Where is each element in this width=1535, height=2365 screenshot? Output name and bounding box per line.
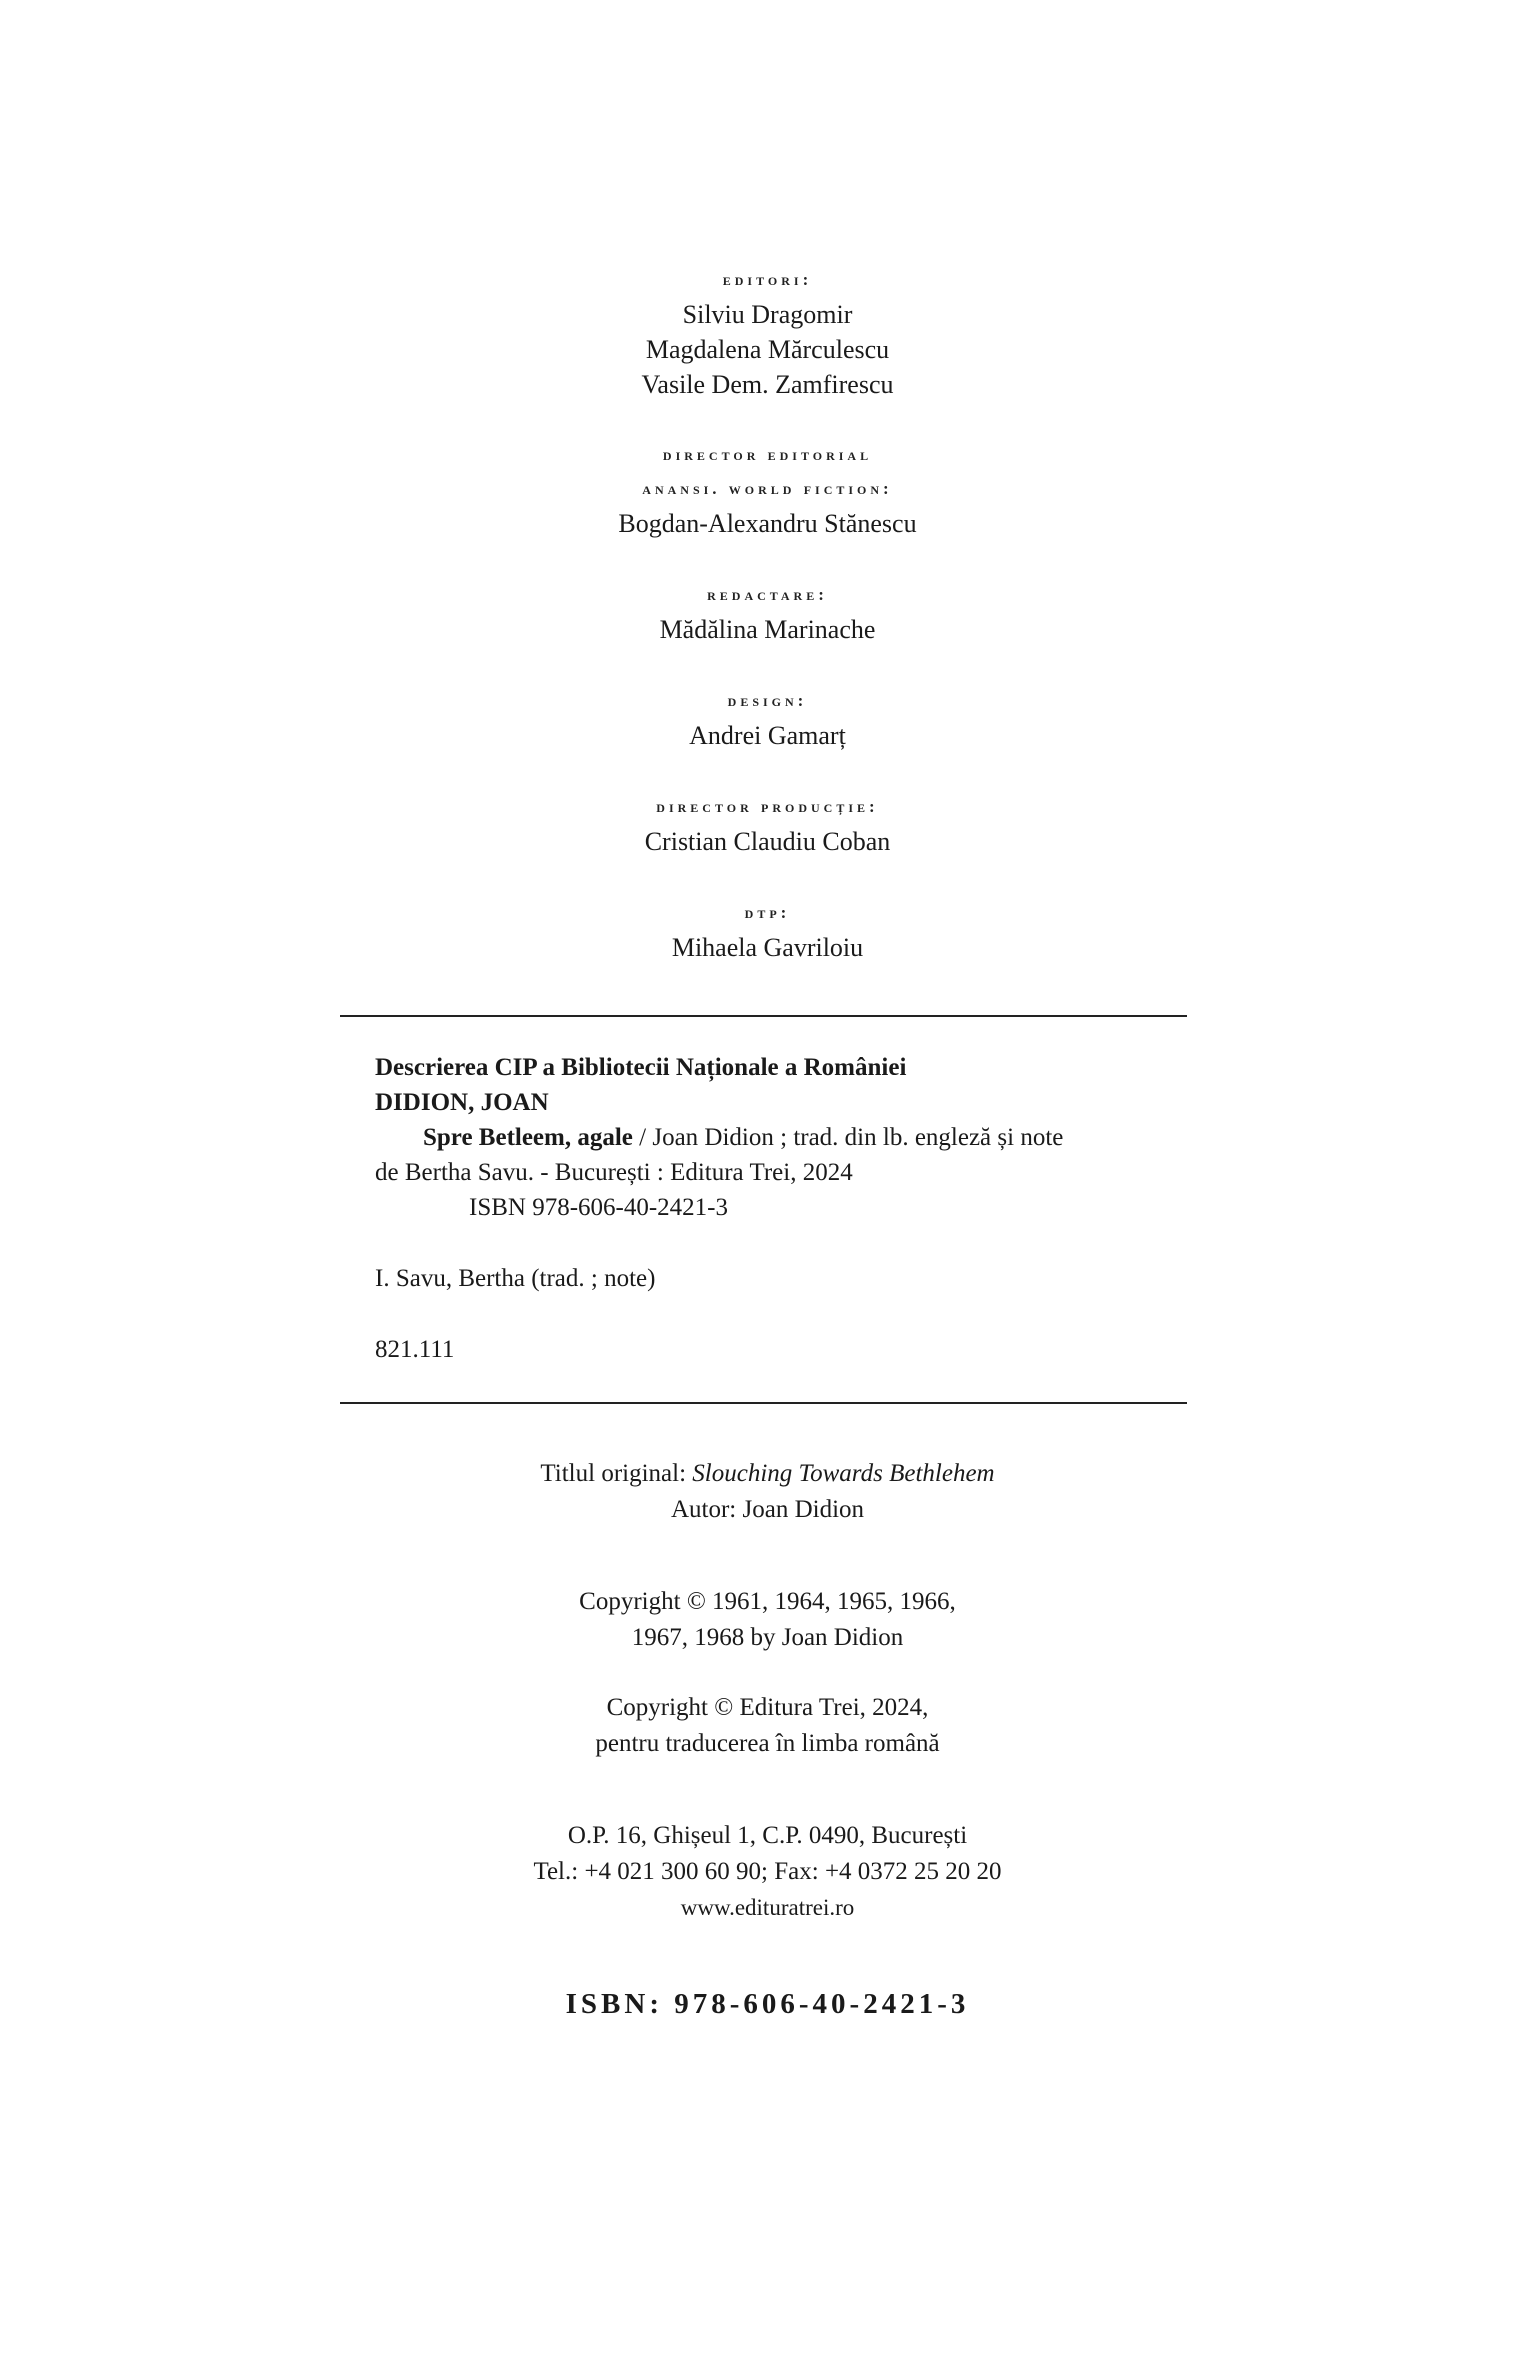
copyright-line: Copyright © Editura Trei, 2024, — [606, 1694, 929, 1721]
copyright-publisher-block — [0, 1690, 1535, 1762]
credit-role: editori: — [722, 270, 813, 289]
credit-role: director producție: — [656, 797, 879, 816]
credit-role: anansi. world fiction: — [642, 479, 893, 498]
credit-name: Mihaela Gavriloiu — [671, 933, 864, 962]
credit-name: Andrei Gamarț — [689, 721, 846, 750]
credit-name: Cristian Claudiu Coban — [644, 827, 891, 856]
cip-title: Spre Betleem, agale — [423, 1124, 633, 1151]
publisher-address-block — [0, 1818, 1535, 1926]
credit-name: Mădălina Marinache — [659, 615, 876, 644]
divider-top — [340, 1015, 1187, 1017]
credit-name: Bogdan-Alexandru Stănescu — [618, 509, 917, 538]
cip-title-line — [375, 1120, 1175, 1155]
credit-production-director — [0, 789, 1535, 859]
credit-name: Magdalena Mărculescu — [645, 335, 890, 364]
original-title-line — [0, 1456, 1535, 1492]
original-title: Slouching Towards Bethlehem — [692, 1460, 995, 1487]
copyright-line: pentru traducerea în limba română — [595, 1730, 940, 1757]
cip-line2: de Bertha Savu. - București : Editura Trei, 2024 — [375, 1159, 853, 1186]
copyright-author-block — [0, 1584, 1535, 1656]
divider-bottom — [340, 1402, 1187, 1404]
credit-role: redactare: — [707, 585, 828, 604]
contact-line: Tel.: +4 021 300 60 90; Fax: +4 0372 25 20 20 — [533, 1858, 1002, 1885]
credit-role: director editorial — [662, 445, 873, 464]
isbn-footer: ISBN: 978-606-40-2421-3 — [565, 1988, 970, 2020]
cip-heading: Descrierea CIP a Bibliotecii Naționale a României — [375, 1054, 907, 1081]
credit-name: Vasile Dem. Zamfirescu — [641, 370, 894, 399]
credit-design — [0, 683, 1535, 753]
copyright-line: 1967, 1968 by Joan Didion — [631, 1624, 904, 1651]
credit-editors — [0, 262, 1535, 402]
cip-author: DIDION, JOAN — [375, 1089, 549, 1116]
cip-title-rest: / Joan Didion ; trad. din lb. engleză și note — [632, 1124, 1064, 1151]
credit-name: Silviu Dragomir — [682, 300, 853, 329]
credit-editorial-director — [0, 438, 1535, 541]
cip-translator: I. Savu, Bertha (trad. ; note) — [375, 1265, 656, 1292]
original-title-label: Titlul original: — [540, 1460, 693, 1487]
credits-section — [0, 262, 1535, 1001]
cip-classification: 821.111 — [375, 1336, 455, 1363]
credit-editing — [0, 577, 1535, 647]
copyright-line: Copyright © 1961, 1964, 1965, 1966, — [579, 1588, 956, 1615]
original-author: Autor: Joan Didion — [670, 1496, 865, 1523]
credit-role: dtp: — [744, 903, 791, 922]
address-line: O.P. 16, Ghișeul 1, C.P. 0490, București — [567, 1822, 968, 1849]
credit-dtp — [0, 895, 1535, 965]
cip-isbn: ISBN 978-606-40-2421-3 — [469, 1194, 729, 1221]
original-title-block — [0, 1456, 1535, 1528]
credit-role: design: — [727, 691, 808, 710]
cip-description — [375, 1050, 1175, 1367]
website-link[interactable]: www.edituratrei.ro — [680, 1895, 855, 1920]
